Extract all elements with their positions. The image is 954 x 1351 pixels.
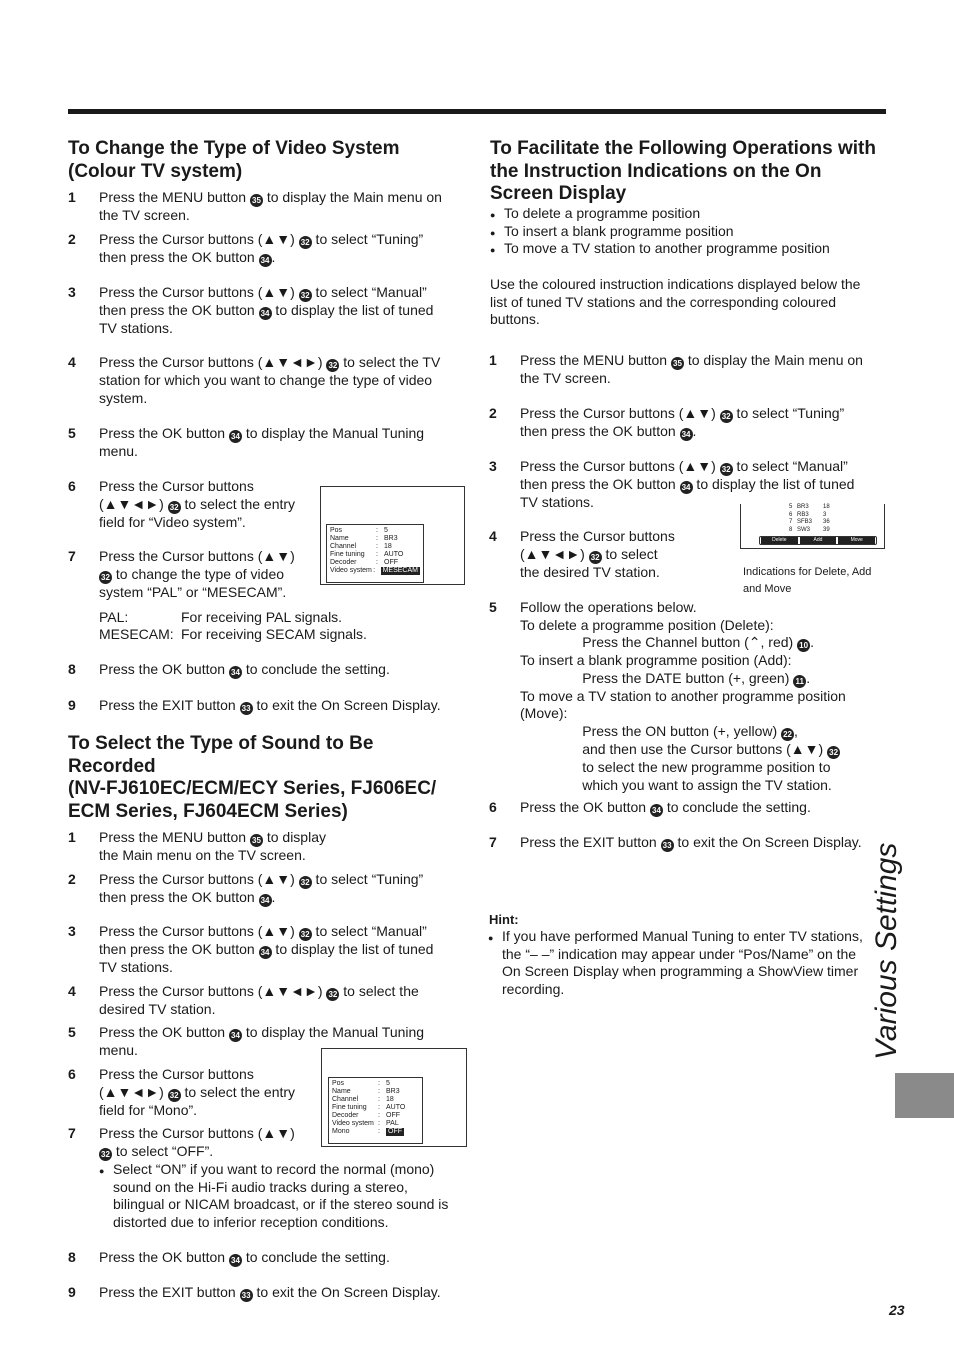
osd-row: Pos : 5 [330,527,388,534]
step-text: Press the EXIT button 33 to exit the On Screen Display. [99,697,441,713]
station-list-osd [740,504,885,549]
manual-tuning-osd-mono [321,1048,467,1147]
step-text: Press the Cursor buttons (▲▼) 32 to change the type of video system “PAL” or “MESECAM”. [99,548,295,600]
bullet-line: sound on the Hi-Fi audio tracks during a stereo, [113,1178,408,1195]
step-number: 3 [489,458,497,474]
step-number: 7 [68,548,76,564]
hint-line: ● If you have performed Manual Tuning to enter TV stations, [502,928,863,946]
step-text: Press the OK button 34 to conclude the setting. [99,661,390,677]
button-ref-icon: 32 [589,551,602,564]
button-ref-icon: 22 [781,728,794,741]
page-number: 23 [889,1302,905,1318]
step-number: 3 [68,284,76,300]
button-ref-icon: 32 [168,501,181,514]
step-text: Press the Cursor buttons (▲▼) 32 to select “Tuning” then press the OK button 34 . [99,231,424,265]
step-number: 7 [489,834,497,850]
button-ref-icon: 34 [229,666,242,679]
button-ref-icon: 34 [229,1029,242,1042]
button-ref-icon: 34 [259,946,272,959]
button-ref-icon: 32 [99,1148,112,1161]
step-text: Press the MENU button 35 to display the Main menu on the TV screen. [99,189,442,223]
heading-video-system: To Change the Type of Video System (Colour TV system) [68,138,400,182]
text-line: buttons. [490,311,540,328]
step-number: 9 [68,1284,76,1300]
button-ref-icon: 11 [793,675,806,688]
osd-station-row: 8 SW3 39 [789,526,830,533]
osd-row: Video system : PAL [332,1120,399,1127]
button-ref-icon: 33 [240,702,253,715]
hint-line: recording. [502,980,565,997]
bullet-item: ● To move a TV station to another programme position [504,240,830,258]
button-ref-icon: 35 [671,357,684,370]
step-number: 5 [489,599,497,615]
button-ref-icon: 34 [259,254,272,267]
button-ref-icon: 34 [259,307,272,320]
button-ref-icon: 32 [720,410,733,423]
step-text: Press the MENU button 35 to display the Main menu on the TV screen. [520,352,863,386]
button-ref-icon: 10 [797,639,810,652]
osd-row: Channel : 18 [330,543,392,550]
step-number: 1 [489,352,497,368]
button-ref-icon: 32 [326,988,339,1001]
button-ref-icon: 34 [680,481,693,494]
osd-row: Channel : 18 [332,1096,394,1103]
manual-tuning-osd-video [320,486,465,585]
section-tab [895,1073,954,1118]
osd-row: Decoder : OFF [330,559,398,566]
step-text: Press the Cursor buttons (▲▼◄►) 32 to select the desired TV station. [520,528,675,580]
button-ref-icon: 32 [326,359,339,372]
step-number: 2 [489,405,497,421]
osd-delete-indicator: Delete [761,537,798,544]
osd-row: Name : BR3 [332,1088,400,1095]
step-number: 1 [68,189,76,205]
step-number: 4 [68,983,76,999]
step-text: Press the Cursor buttons (▲▼) 32 to select “Tuning” then press the OK button 34 . [99,871,424,905]
step-text: Press the Cursor buttons (▲▼) 32 to select “OFF”. [99,1125,295,1159]
step-text: Press the Cursor buttons (▲▼) 32 to select “Manual” then press the OK button 34 to display the list of tuned TV stations. [520,458,855,510]
bullet-line: ● Select “ON” if you want to record the normal (mono) [113,1161,434,1179]
step-text: Press the OK button 34 to conclude the setting. [99,1249,390,1265]
bullet-line: distorted due to inferior reception conditions. [113,1213,389,1230]
osd-station-row: 7 SFB3 36 [789,519,830,525]
step-text: Press the Cursor buttons (▲▼) 32 to select “Tuning” then press the OK button 34 . [520,405,845,439]
osd-row: Decoder : OFF [332,1112,400,1119]
step-text: Press the MENU button 35 to display the Main menu on the TV screen. [99,829,326,863]
step-number: 6 [489,799,497,815]
button-ref-icon: 34 [229,430,242,443]
step-text: Press the OK button 34 to display the Manual Tuning menu. [99,425,425,459]
step-text: Press the Cursor buttons (▲▼) 32 to select “Manual” then press the OK button 34 to display the list of tuned TV stations. [99,923,434,975]
heading-sound-type: To Select the Type of Sound to Be Recorded (NV-FJ610EC/ECM/ECY Series, FJ606EC/ ECM Series, FJ604ECM Series) [68,733,437,822]
step-text: Press the OK button 34 to conclude the setting. [520,799,811,815]
step-number: 4 [68,354,76,370]
osd-add-indicator: Add [800,537,837,544]
heading-instruction-indications: To Facilitate the Following Operations with the Instruction Indications on the On Screen Display [490,138,876,204]
osd-station-row: 5 BR3 18 [789,504,830,510]
button-ref-icon: 32 [299,876,312,889]
bullet-item: ● To insert a blank programme position [504,223,734,241]
button-ref-icon: 35 [250,834,263,847]
step-text: Press the OK button 34 to display the Manual Tuning menu. [99,1024,425,1058]
osd-row: Mono : OFF [332,1128,402,1135]
step-number: 2 [68,871,76,887]
osd-row: Fine tuning : AUTO [330,551,404,558]
osd-row: Pos : 5 [332,1080,390,1087]
section-tab-label: Various Settings [870,842,903,1060]
step-number: 6 [68,1066,76,1082]
mesecam-note: MESECAM: For receiving SECAM signals. [99,626,367,642]
hint-line: On Screen Display when programming a ShowView timer [502,963,859,980]
button-ref-icon: 32 [299,289,312,302]
button-ref-icon: 33 [661,839,674,852]
text-line: Use the coloured instruction indications displayed below the [490,276,861,292]
pal-note: PAL: For receiving PAL signals. [99,609,343,625]
text-line: list of tuned TV stations and the corresponding coloured [490,293,837,310]
button-ref-icon: 32 [168,1089,181,1102]
step-number: 5 [68,425,76,441]
step-number: 9 [68,697,76,713]
step-text: Press the Cursor buttons (▲▼◄►) 32 to select the entry field for “Video system”. [99,478,296,530]
osd-button-bar [759,536,877,545]
button-ref-icon: 35 [250,194,263,207]
step-text: Follow the operations below. To delete a programme position (Delete): Press the Channel button (⌃, red) 10 . To insert a blank programme position (Add): Press the DATE button (+, green) 11 . To move a TV station to another programme position (Move): Press the ON button (+, yellow) 22 , and then use the Cursor buttons (▲▼) 32 to select the new programme position to which you want to assign the TV station. [520,599,846,793]
step-number: 8 [68,1249,76,1265]
button-ref-icon: 32 [99,571,112,584]
button-ref-icon: 33 [240,1289,253,1302]
step-number: 2 [68,231,76,247]
button-ref-icon: 34 [259,894,272,907]
step-number: 1 [68,829,76,845]
step-number: 4 [489,528,497,544]
button-ref-icon: 32 [827,746,840,759]
bullet-item: ● To delete a programme position [504,205,700,223]
osd-row: Video system : MESECAM [330,567,418,574]
step-text: Press the Cursor buttons (▲▼◄►) 32 to select the desired TV station. [99,983,419,1017]
osd-row: Name : BR3 [330,535,398,542]
step-number: 3 [68,923,76,939]
osd-move-indicator: Move [838,537,875,544]
button-ref-icon: 34 [229,1254,242,1267]
step-number: 5 [68,1024,76,1040]
top-rule [68,109,886,114]
step-number: 7 [68,1125,76,1141]
step-text: Press the Cursor buttons (▲▼◄►) 32 to select the entry field for “Mono”. [99,1066,296,1118]
step-number: 8 [68,661,76,677]
hint-line: the “– –” indication may appear under “Pos/Name” on the [502,945,857,962]
button-ref-icon: 34 [680,428,693,441]
step-text: Press the Cursor buttons (▲▼) 32 to select “Manual” then press the OK button 34 to display the list of tuned TV stations. [99,284,434,336]
button-ref-icon: 32 [299,236,312,249]
step-text: Press the EXIT button 33 to exit the On Screen Display. [99,1284,441,1300]
button-ref-icon: 32 [720,463,733,476]
hint-title: Hint: [489,912,519,927]
bullet-line: bilingual or NICAM broadcast, or if the stereo sound is [113,1196,449,1213]
osd-row: Fine tuning : AUTO [332,1104,406,1111]
osd-station-row: 6 RB3 3 [789,511,827,518]
step-number: 6 [68,478,76,494]
osd-caption: Indications for Delete, Add and Move [743,566,872,595]
button-ref-icon: 32 [299,928,312,941]
step-text: Press the Cursor buttons (▲▼◄►) 32 to select the TV station for which you want to change the type of video system. [99,354,441,406]
button-ref-icon: 34 [650,804,663,817]
step-text: Press the EXIT button 33 to exit the On Screen Display. [520,834,862,850]
